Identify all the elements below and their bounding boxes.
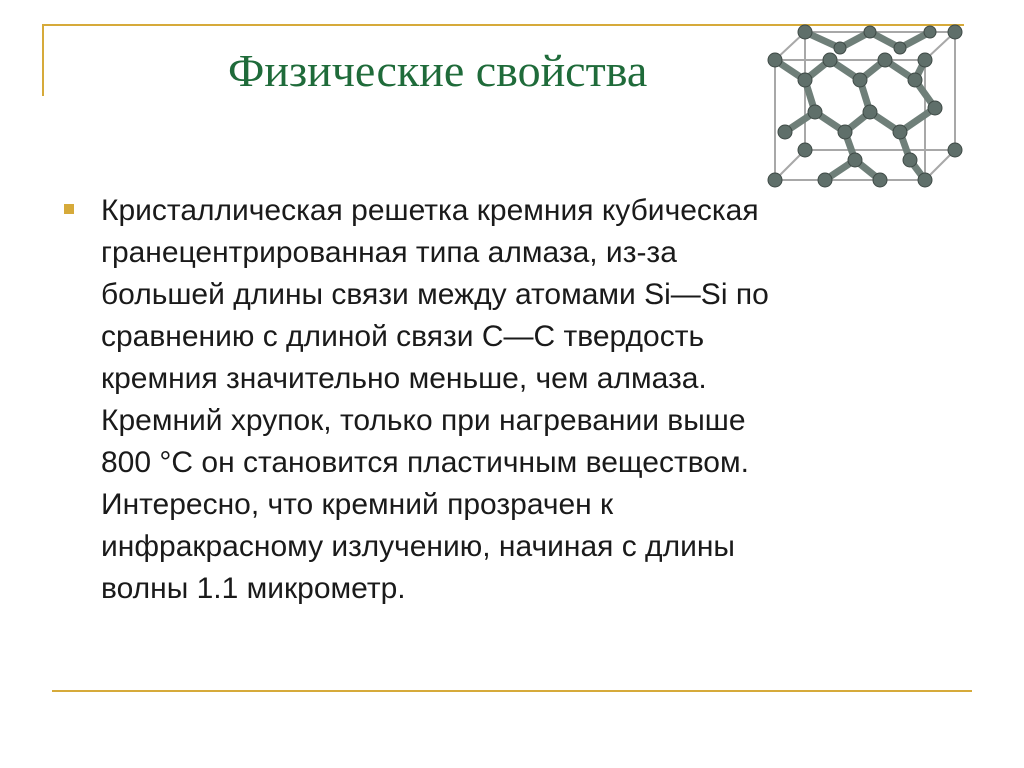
bullet-text bbox=[101, 190, 931, 610]
left-decorative-rule bbox=[42, 24, 44, 96]
bullet-text-line: кремния значительно меньше, чем алмаза. bbox=[101, 362, 707, 395]
bullet-text-line: Интересно, что кремний прозрачен к bbox=[101, 488, 614, 521]
bullet-text-line: 800 °С он становится пластичным веществом. bbox=[101, 446, 749, 479]
slide-title: Физические свойства bbox=[228, 45, 648, 96]
bullet-text-line: гранецентрированная типа алмаза, из-за bbox=[101, 236, 677, 269]
bullet-text-line: сравнению с длиной связи С—С твердость bbox=[101, 320, 705, 353]
bullet-text-line: Кремний хрупок, только при нагревании выше bbox=[101, 404, 746, 437]
silicon-crystal-lattice-image bbox=[760, 20, 975, 200]
bottom-decorative-rule bbox=[52, 690, 972, 692]
bullet-text-line: большей длины связи между атомами Si—Si по bbox=[101, 278, 769, 311]
bullet-marker bbox=[64, 204, 74, 214]
bullet-text-line: волны 1.1 микрометр. bbox=[101, 572, 406, 605]
bullet-text-line: инфракрасному излучению, начиная с длины bbox=[101, 530, 735, 563]
bullet-text-line: Кристаллическая решетка кремния кубическая bbox=[101, 194, 759, 227]
